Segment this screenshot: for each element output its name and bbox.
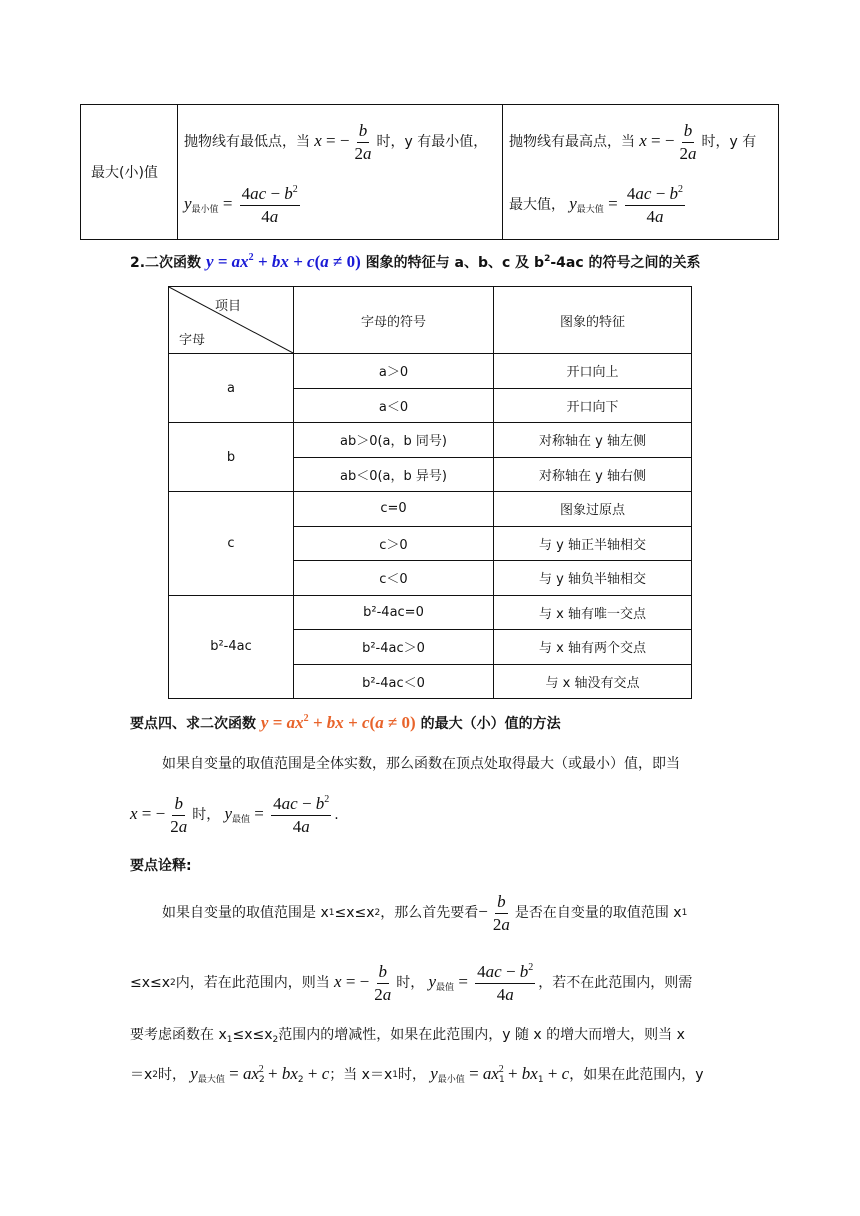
sign-feature-table [168,286,692,699]
left-text1: 抛物线有最低点，当 [184,134,310,150]
table1-label [81,105,178,240]
header-bottom-label: 字母 [179,333,206,348]
right-text1: 抛物线有最高点，当 [509,134,635,150]
para1-line1: 如果自变量的取值范围是全体实数，那么函数在顶点处取得最大（或最小）值，即当 [162,756,680,772]
sign-cell: b²-4ac＞0 [294,630,494,665]
feature-cell: 对称轴在 y 轴右侧 [494,457,692,492]
sign-cell: b²-4ac＜0 [294,664,494,699]
label-text: 最大(小)值 [91,165,158,181]
feature-cell: 对称轴在 y 轴左侧 [494,423,692,458]
feature-cell: 与 y 轴负半轴相交 [494,561,692,596]
section2-prefix: 2.二次函数 [130,255,202,271]
feature-cell: 开口向上 [494,354,692,389]
feature-cell: 开口向下 [494,388,692,423]
letter-c: c [169,492,294,596]
section2-sup: 2 [544,254,551,264]
section2-formula: $y = ax^2$ + bx + c(a ≠ 0) [205,252,361,271]
section4-formula: $y = ax^2$ + bx + c(a ≠ 0) [260,713,416,732]
sign-cell: c=0 [294,492,494,527]
header-col3: 图象的特征 [494,287,692,354]
sign-cell: a＜0 [294,388,494,423]
letter-b: b [169,423,294,492]
section2-heading [130,252,701,272]
para2-line1: 如果自变量的取值范围是 x 1 ≤x≤x 2 ，那么首先要看 − $\frac{b}{2a}$ 是否在自变量的取值范围 x 1 [162,891,688,934]
sign-cell: c＜0 [294,561,494,596]
diag-header-cell [169,287,294,354]
header-top-label: 项目 [215,299,242,314]
section4-prefix: 要点四、求二次函数 [130,716,256,732]
sign-cell: c＞0 [294,526,494,561]
para2-line4: ＝x 2 时， $y_{最大值} = ax_2^2 + bx_2 + c$ ；当 x＝x 1 时， $y_{最小值} = ax_1^2 + bx_1 + c$ ，如果在此范围内，y [130,1064,704,1085]
header-col2: 字母的符号 [294,287,494,354]
feature-cell: 与 x 轴有唯一交点 [494,595,692,630]
section4-heading [130,713,561,733]
para2-line2: ≤x≤x 2 内，若在此范围内，则当 x = − $\frac{b}{2a}$ 时， $y_{最值}$ = $\frac{4ac - b^2}{4a}$ ，若不在此范围内，则需 [130,961,693,1004]
sign-cell: b²-4ac=0 [294,595,494,630]
table1-right-cell [503,105,779,240]
section2-suffix2: -4ac 的符号之间的关系 [550,255,701,271]
max-min-table [80,104,779,240]
feature-cell: 图象过原点 [494,492,692,527]
left-formula-x: x = − $\frac{b}{2a}$ [310,120,372,163]
right-text2: 时，y 有 [701,134,757,150]
table1-left-cell [178,105,503,240]
left-text2: 时，y 有最小值， [376,134,488,150]
right-formula-x: x = − $\frac{b}{2a}$ [635,120,697,163]
section4-suffix: 的最大（小）值的方法 [420,716,561,732]
right-ymax-formula: $y_{最大值}$ = $\frac{4ac - b^2}{4a}$ [565,183,684,226]
para2-line3: 要考虑函数在 $x_1\le x\le x_2$范围内的增减性，如果在此范围内，y 随 x 的增大而增大，则当 x [130,1027,685,1045]
left-ymin-formula: $y_{最小值}$ = $\frac{4ac - b^2}{4a}$ [184,183,298,226]
para1-text: 时， [192,807,221,823]
feature-cell: 与 x 轴有两个交点 [494,630,692,665]
feature-cell: 与 x 轴没有交点 [494,664,692,699]
para1-end: . [334,807,339,823]
letter-discriminant: b²-4ac [169,595,294,699]
sign-cell: a＞0 [294,354,494,389]
letter-a: a [169,354,294,423]
note-title: 要点诠释: [130,858,192,874]
para1-line2: x = − $\frac{b}{2a}$ 时， $y_{最值}$ = $\frac{4ac - b^2}{4a}$ . [130,793,339,836]
feature-cell: 与 y 轴正半轴相交 [494,526,692,561]
sign-cell: ab＞0(a，b 同号) [294,423,494,458]
section2-suffix: 图象的特征与 a、b、c 及 b [365,255,545,271]
right-text3: 最大值， [509,197,565,213]
sign-cell: ab＜0(a，b 异号) [294,457,494,492]
